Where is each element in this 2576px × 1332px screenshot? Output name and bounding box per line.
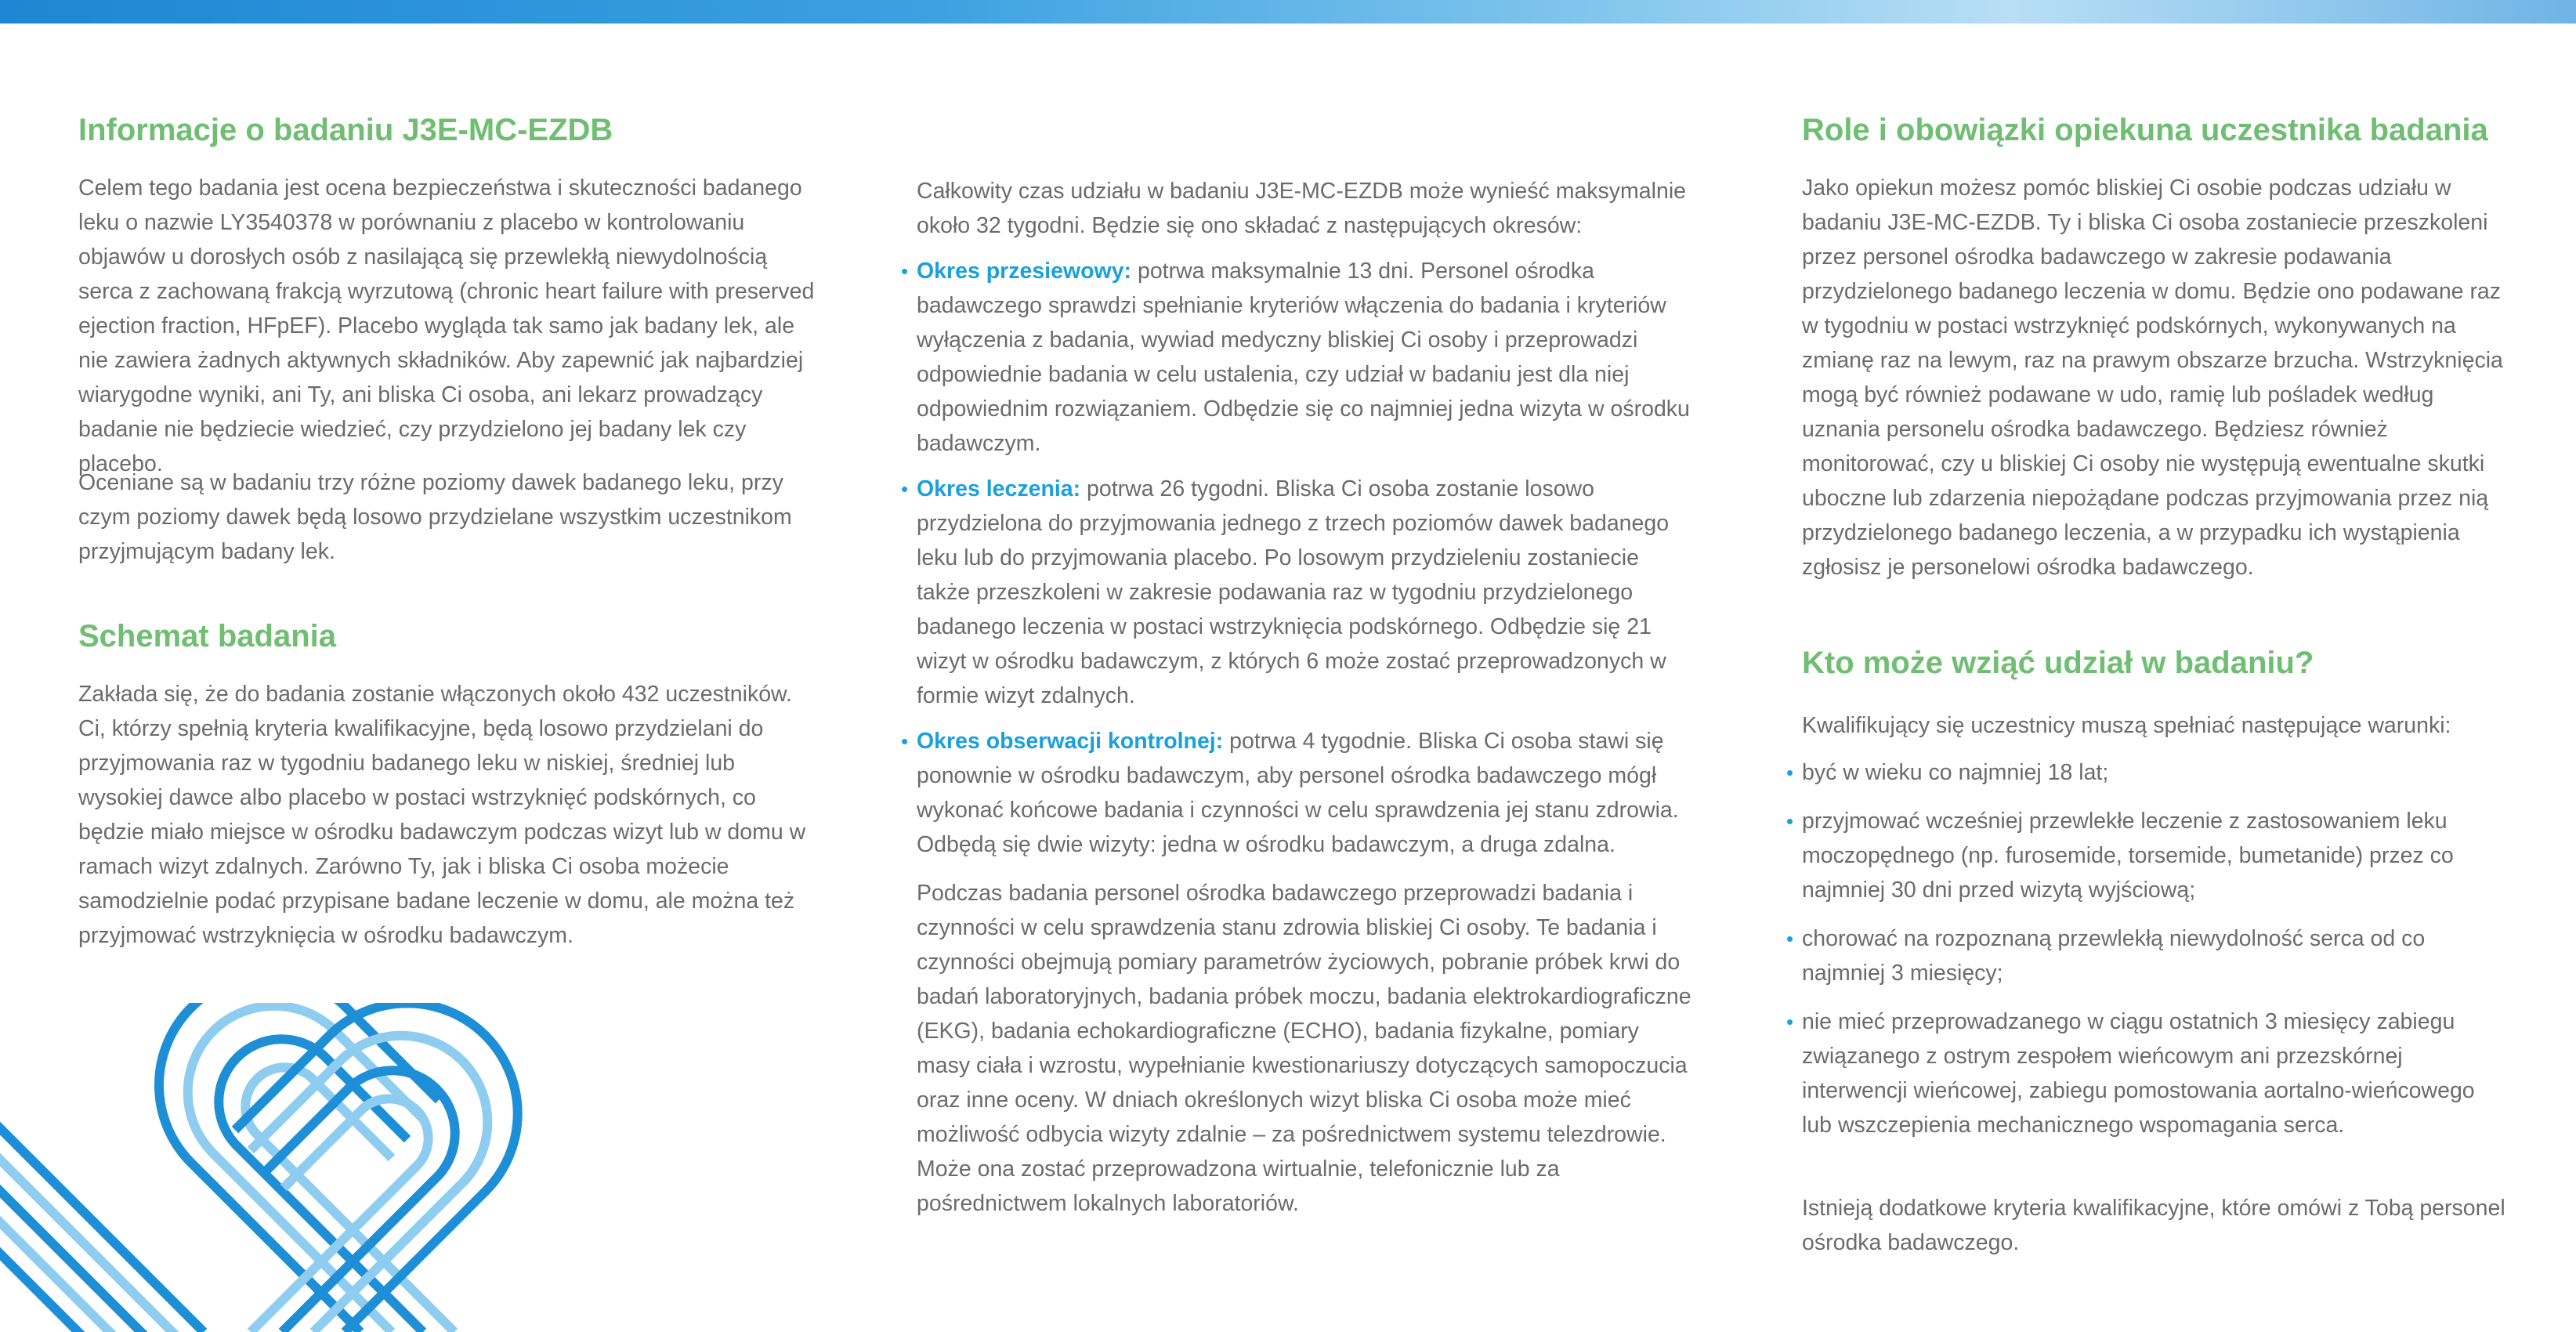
period-term: Okres leczenia: [917,476,1081,501]
bullet-dot-icon: • [1786,809,1794,833]
list-item [1786,755,2507,790]
top-gradient-band [0,0,2576,24]
criterion-text: nie mieć przeprowadzanego w ciągu ostatnich 3 miesięcy zabiegu związanego z ostrym zespołem wieńcowym ani przezskórnej interwencji wieńcowej, zabiegu pomostowania aortalno-wieńcowego lub wszczepienia mechanicznego wspomagania serca. [1802,1009,2475,1138]
criterion-text: być w wieku co najmniej 18 lat; [1802,760,2109,785]
period-term: Okres obserwacji kontrolnej: [917,729,1224,754]
bullet-dot-icon: • [901,477,909,501]
caregiver-role-paragraph: Jako opiekun możesz pomóc bliskiej Ci osobie podczas udziału w badaniu J3E-MC-EZDB. Ty i bliska Ci osoba zostaniecie przeszkoleni przez personel ośrodka badawczego w zakresie podawania przydzielonego badanego leczenia w domu. Będzie ono podawane raz w tygodniu w postaci wstrzyknięć podskórnych, wykonywanych na zmianę raz na lewym, raz na prawym obszarze brzucha. Wstrzyknięcia mogą być również podawane w udo, ramię lub pośladek według uznania personelu ośrodka badawczego. Będziesz również monitorować, czy u bliskiej Ci osoby nie występują ewentualne skutki uboczne lub zdarzenia niepożądane podczas przyjmowania przez nią przydzielonego badanego leczenia, a w przypadku ich wystąpienia zgłosisz je personelowi ośrodka badawczego. [1802,176,2503,580]
study-design-paragraph: Zakłada się, że do badania zostanie włączonych około 432 uczestników. Ci, którzy spełnią kryteria kwalifikacyjne, będą losowo przydzielani do przyjmowania raz w tygodniu badanego leku w niskiej, średniej lub wysokiej dawce albo placebo w postaci wstrzyknięć podskórnych, co będzie miało miejsce w ośrodku badawczym podczas wizyt lub w domu w ramach wizyt zdalnych. Zarówno Ty, jak i bliska Ci osoba możecie samodzielnie podać przypisane badane leczenie w domu, ale można też przyjmować wstrzyknięcia w ośrodku badawczym. [78,682,806,948]
heading-caregiver-role: Role i obowiązki opiekuna uczestnika badania [1802,113,2488,147]
heading-study-design: Schemat badania [78,619,337,653]
list-item [901,254,1692,461]
study-purpose-paragraph: Celem tego badania jest ocena bezpieczeństwa i skuteczności badanego leku o nazwie LY3540378 w porównaniu z placebo w kontrolowaniu objawów u dorosłych osób z nasilającą się przewlekłą niewydolnością serca z zachowaną frakcją wyrzutową (chronic heart failure with preserved ejection fraction, HFpEF). Placebo wygląda tak samo jak badany lek, ale nie zawiera żadnych aktywnych składników. Aby zapewnić jak najbardziej wiarygodne wyniki, ani Ty, ani bliska Ci osoba, ani lekarz prowadzący badanie nie będziecie wiedzieć, czy przydzielono jej badany lek czy placebo. [78,176,815,476]
criterion-text: przyjmować wcześniej przewlekłe leczenie z zastosowaniem leku moczopędnego (np. furosemide, torsemide, bumetanide) przez co najmniej 30 dni przed wizytą wyjściową; [1802,809,2454,903]
heading-study-info: Informacje o badaniu J3E-MC-EZDB [78,113,613,147]
list-item [901,472,1692,713]
period-text: potrwa 4 tygodnie. Bliska Ci osoba stawi się ponownie w ośrodku badawczym, aby personel ośrodka badawczego mógł wykonać końcowe badania i czynności w celu sprawdzenia jej stanu zdrowia. Odbędą się dwie wizyty: jedna w ośrodku badawczym, a druga zdalna. [917,729,1679,857]
bullet-dot-icon: • [1786,1010,1794,1033]
list-item [1786,921,2507,990]
bullet-dot-icon: • [901,259,909,283]
eligibility-criteria-list [1786,755,2507,1142]
list-item [1786,1004,2507,1142]
dose-levels-paragraph: Oceniane są w badaniu trzy różne poziomy dawek badanego leku, przy czym poziomy dawek będą losowo przydzielane wszystkim uczestnikom przyjmującym badany lek. [78,470,792,564]
study-periods-list [901,254,1692,862]
additional-criteria-paragraph: Istnieją dodatkowe kryteria kwalifikacyjne, które omówi z Tobą personel ośrodka badawczego. [1802,1196,2505,1255]
bullet-dot-icon: • [901,729,909,753]
bullet-dot-icon: • [1786,927,1794,950]
criterion-text: chorować na rozpoznaną przewlekłą niewydolność serca od co najmniej 3 miesięcy; [1802,926,2426,986]
period-term: Okres przesiewowy: [917,259,1132,284]
list-item [901,724,1692,862]
participation-duration-paragraph: Całkowity czas udziału w badaniu J3E-MC-EZDB może wynieść maksymalnie około 32 tygodni. Będzie się ono składać z następujących okresów: [917,179,1686,238]
list-item [1786,804,2507,907]
assessments-paragraph: Podczas badania personel ośrodka badawczego przeprowadzi badania i czynności w celu sprawdzenia stanu zdrowia bliskiej Ci osoby. Te badania i czynności obejmują pomiary parametrów życiowych, pobranie próbek krwi do badań laboratoryjnych, badania próbek moczu, badania elektrokardiograficzne (EKG), badania echokardiograficzne (ECHO), badania fizykalne, pomiary masy ciała i wzrostu, wypełnianie kwestionariuszy dotyczących samopoczucia oraz inne oceny. W dniach określonych wizyt bliska Ci osoba może mieć możliwość odbycia wizyty zdalnie – za pośrednictwem systemu telezdrowie. Może ona zostać przeprowadzona wirtualnie, telefonicznie lub za pośrednictwem lokalnych laboratoriów. [917,881,1691,1216]
period-text: potrwa 26 tygodni. Bliska Ci osoba zostanie losowo przydzielona do przyjmowania jednego z trzech poziomów dawek badanego leku lub do przyjmowania placebo. Po losowym przydzieleniu zostaniecie także przeszkoleni w zakresie podawania raz w tygodniu przydzielonego badanego leczenia w postaci wstrzyknięcia podskórnego. Odbędzie się 21 wizyt w ośrodku badawczym, z których 6 może zostać przeprowadzonych w formie wizyt zdalnych. [917,476,1670,708]
eligibility-intro: Kwalifikujący się uczestnicy muszą spełniać następujące warunki: [1802,713,2451,738]
heart-ribbon-graphic [0,1003,627,1332]
heading-eligibility: Kto może wziąć udział w badaniu? [1802,646,2314,680]
bullet-dot-icon: • [1786,761,1794,784]
period-text: potrwa maksymalnie 13 dni. Personel ośrodka badawczego sprawdzi spełnianie kryteriów włączenia do badania i kryteriów wyłączenia z badania, wywiad medyczny bliskiej Ci osoby i przeprowadzi odpowiednie badania w celu ustalenia, czy udział w badaniu jest dla niej odpowiednim rozwiązaniem. Odbędzie się co najmniej jedna wizyta w ośrodku badawczym. [917,259,1690,456]
